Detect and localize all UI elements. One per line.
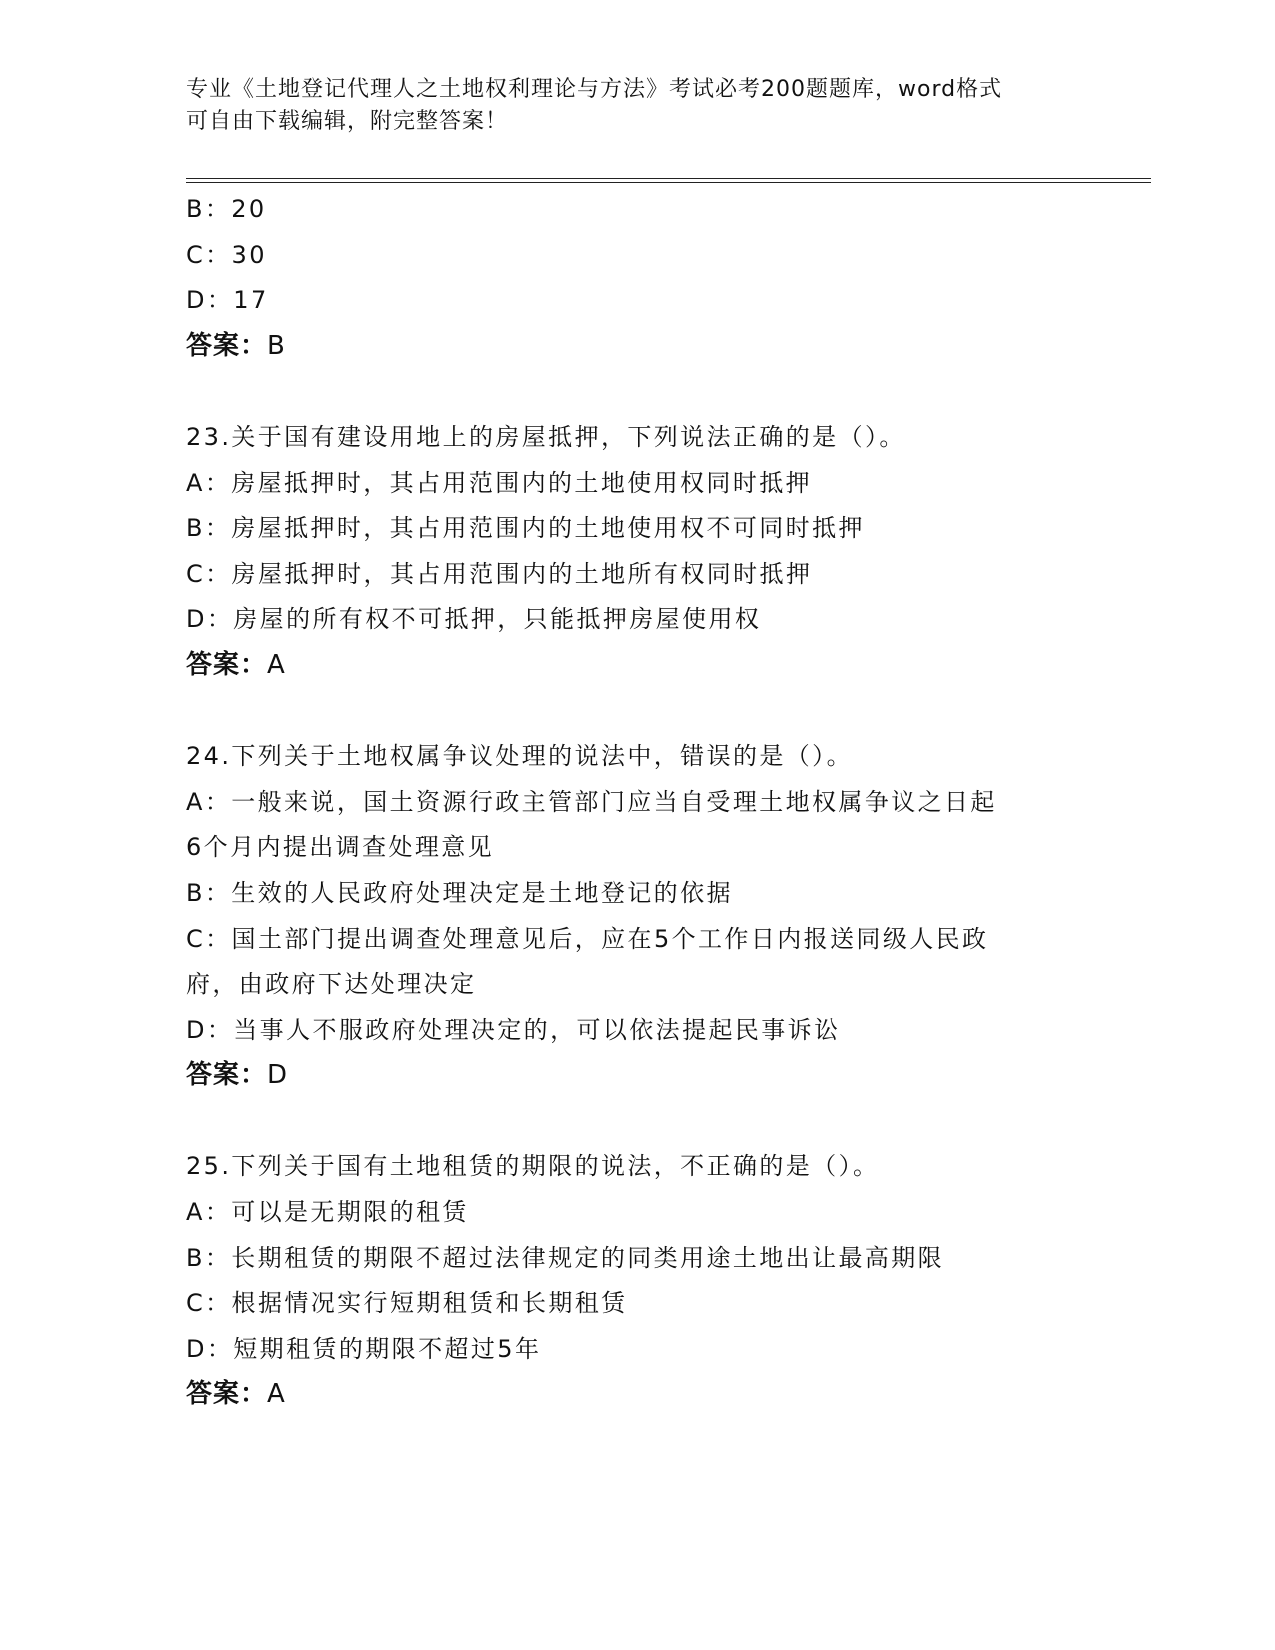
option-d: D：房屋的所有权不可抵押，只能抵押房屋使用权 [186, 605, 762, 634]
question-23 [186, 415, 1086, 689]
previous-question-continuation [186, 187, 1086, 369]
answer-label: 答案： [186, 649, 268, 680]
option-d: D：当事人不服政府处理决定的，可以依法提起民事诉讼 [186, 1015, 841, 1044]
question-content [186, 187, 1086, 1418]
option-b: B：20 [186, 195, 267, 223]
answer-label: 答案： [186, 1379, 268, 1410]
question-stem: 23.关于国有建设用地上的房屋抵押，下列说法正确的是（）。 [186, 422, 906, 451]
option-a: A：可以是无期限的租赁 [186, 1198, 469, 1227]
answer-line [186, 1053, 1086, 1099]
option-b: B：生效的人民政府处理决定是土地登记的依据 [186, 878, 733, 907]
option-d: D：短期租赁的期限不超过5年 [186, 1334, 542, 1363]
option-c-continued: 府，由政府下达处理决定 [186, 970, 477, 999]
spacer [186, 689, 1086, 735]
option-c: C：国土部门提出调查处理意见后，应在5个工作日内报送同级人民政 [186, 924, 989, 953]
answer-line [186, 643, 1086, 689]
answer-label: 答案： [186, 1060, 268, 1091]
question-stem: 25.下列关于国有土地租赁的期限的说法，不正确的是（）。 [186, 1152, 880, 1181]
header-title-line-1: 专业《土地登记代理人之土地权利理论与方法》考试必考200题题库，word格式 [186, 77, 1003, 102]
question-stem: 24.下列关于土地权属争议处理的说法中，错误的是（）。 [186, 742, 853, 771]
answer-label: 答案： [186, 330, 268, 361]
option-c: C：30 [186, 240, 267, 269]
option-c: C：根据情况实行短期租赁和长期租赁 [186, 1289, 628, 1318]
question-24 [186, 734, 1086, 1099]
answer-value: A [267, 649, 286, 680]
document-header [186, 74, 1086, 138]
answer-value: D [267, 1060, 289, 1091]
answer-line [186, 1372, 1086, 1418]
option-b: B：长期租赁的期限不超过法律规定的同类用途土地出让最高期限 [186, 1243, 945, 1272]
option-a: A：一般来说，国土资源行政主管部门应当自受理土地权属争议之日起 [186, 787, 997, 816]
option-a-continued: 6个月内提出调查处理意见 [186, 833, 495, 862]
option-b: B：房屋抵押时，其占用范围内的土地使用权不可同时抵押 [186, 514, 865, 543]
option-a: A：房屋抵押时，其占用范围内的土地使用权同时抵押 [186, 468, 813, 497]
spacer [186, 1099, 1086, 1145]
answer-value: B [267, 330, 286, 361]
header-divider-top [186, 178, 1151, 179]
option-d: D：17 [186, 286, 269, 315]
answer-line [186, 324, 1086, 370]
header-divider-bottom [186, 182, 1151, 183]
header-title-line-2: 可自由下载编辑，附完整答案！ [186, 109, 509, 134]
option-c: C：房屋抵押时，其占用范围内的土地所有权同时抵押 [186, 559, 813, 588]
answer-value: A [267, 1379, 286, 1410]
question-25 [186, 1144, 1086, 1418]
spacer [186, 369, 1086, 415]
